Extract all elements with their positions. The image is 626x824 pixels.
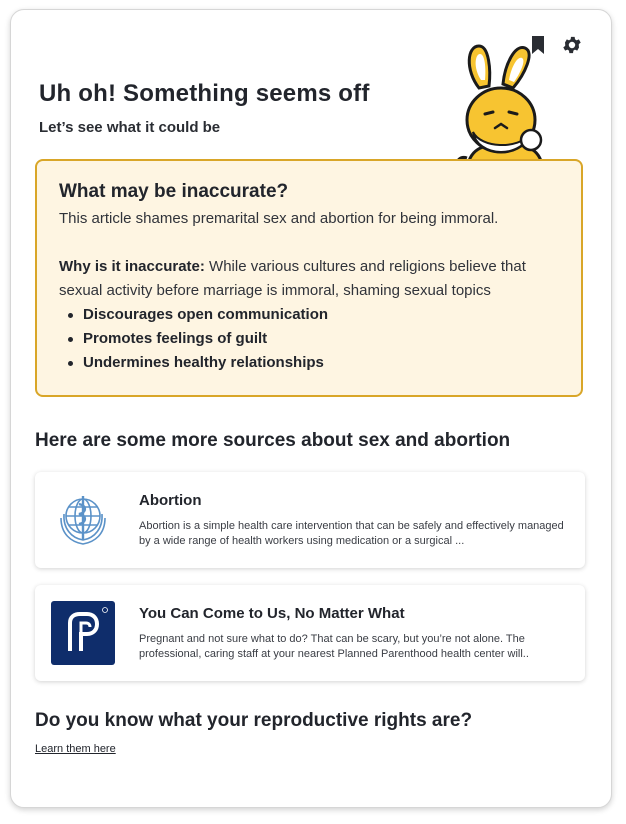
inaccuracy-warning-box [35,159,583,397]
warning-heading: What may be inaccurate? [59,181,289,202]
source-card-who[interactable] [35,472,585,568]
gear-icon[interactable] [561,34,583,56]
warning-text: This article shames premarital sex and abortion for being immoral. [59,210,499,227]
consequence-list [59,303,559,375]
why-inaccurate-paragraph [59,255,559,303]
source-description: Pregnant and not sure what to do? That can be scary, but you’re not alone. The professional, caring staff at your nearest Planned Parenthood health center will.. [139,633,529,660]
bunny-mascot-illustration [451,40,561,170]
source-card-planned-parenthood[interactable] [35,585,585,681]
planned-parenthood-logo [51,601,115,665]
list-item: Discourages open communication [83,303,559,327]
source-title: You Can Come to Us, No Matter What [139,605,405,622]
page-subtitle: Let’s see what it could be [39,119,221,136]
who-logo [51,488,115,552]
why-inaccurate-text: While various cultures and religions believe that sexual activity before marriage is immoral, shaming sexual topics [59,258,526,299]
list-item: Undermines healthy relationships [83,351,559,375]
source-title: Abortion [139,492,202,509]
source-description: Abortion is a simple health care intervention that can be safely and effectively managed by a wide range of health workers using medication or a surgical ... [139,520,564,547]
rights-heading: Do you know what your reproductive rights are? [35,710,473,731]
learn-rights-link[interactable]: Learn them here [35,743,116,755]
why-inaccurate-label: Why is it inaccurate: [59,258,205,275]
list-item: Promotes feelings of guilt [83,327,559,351]
page-title: Uh oh! Something seems off [39,80,370,107]
popup-card [10,9,612,808]
sources-heading: Here are some more sources about sex and abortion [35,430,511,451]
